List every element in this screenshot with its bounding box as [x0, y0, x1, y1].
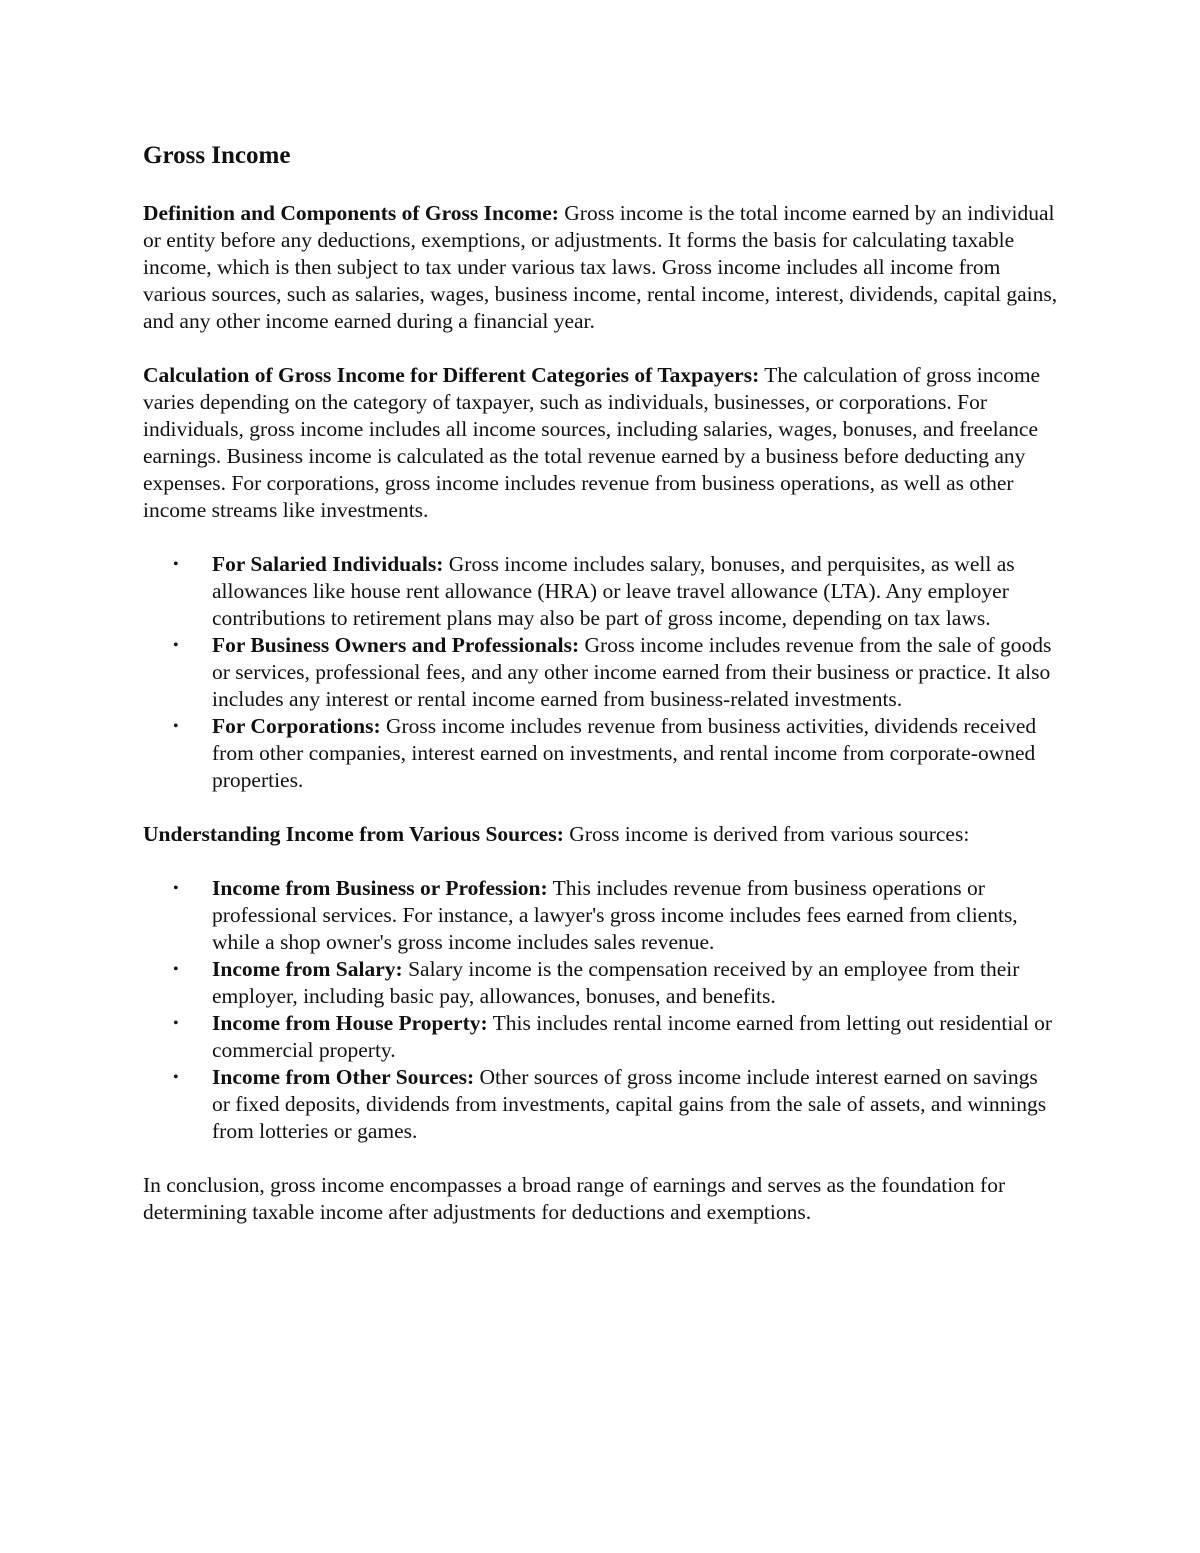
- sources-text: Gross income is derived from various sources:: [569, 822, 970, 846]
- definition-paragraph: [143, 200, 1058, 335]
- list-item-term: Income from Business or Profession:: [212, 876, 548, 900]
- list-item-corporations: [173, 713, 1058, 794]
- bullet-icon: •: [173, 1015, 179, 1032]
- list-item-salary: [173, 956, 1058, 1010]
- sources-heading: Understanding Income from Various Sources:: [143, 822, 564, 846]
- list-item-term: Income from House Property:: [212, 1011, 488, 1035]
- conclusion-paragraph: In conclusion, gross income encompasses a broad range of earnings and serves as the foundation for determining taxable income after adjustments for deductions and exemptions.: [143, 1173, 1006, 1224]
- list-item-house-property: [173, 1010, 1058, 1064]
- list-item-business-profession: [173, 875, 1058, 956]
- calculation-heading: Calculation of Gross Income for Different Categories of Taxpayers:: [143, 363, 760, 387]
- list-item-term: For Salaried Individuals:: [212, 552, 444, 576]
- bullet-icon: •: [173, 637, 179, 654]
- list-item-term: Income from Salary:: [212, 957, 403, 981]
- list-item-text: Salary income is the compensation received by an employee from their employer, including basic pay, allowances, bonuses, and benefits.: [212, 957, 1020, 1008]
- sources-paragraph: [143, 821, 1058, 848]
- list-item-text: Gross income includes revenue from the sale of goods or services, professional fees, and any other income earned from their business or practice. It also includes any interest or rental income earned from business-related investments.: [212, 633, 1052, 711]
- list-item-term: For Business Owners and Professionals:: [212, 633, 580, 657]
- income-sources-list: [143, 875, 1058, 1145]
- bullet-icon: •: [173, 880, 179, 897]
- list-item-business-owners: [173, 632, 1058, 713]
- list-item-text: Gross income includes salary, bonuses, and perquisites, as well as allowances like house rent allowance (HRA) or leave travel allowance (LTA). Any employer contributions to retirement plans may also be part of gross income, depending on tax laws.: [212, 552, 1015, 630]
- list-item-text: This includes rental income earned from letting out residential or commercial property.: [212, 1011, 1053, 1062]
- definition-heading: Definition and Components of Gross Income:: [143, 201, 559, 225]
- document-title: Gross Income: [143, 142, 291, 169]
- list-item-text: This includes revenue from business operations or professional services. For instance, a lawyer's gross income includes fees earned from clients, while a shop owner's gross income includes sales revenue.: [212, 876, 1018, 954]
- bullet-icon: •: [173, 961, 179, 978]
- calculation-paragraph: [143, 362, 1058, 524]
- list-item-text: Other sources of gross income include interest earned on savings or fixed deposits, dividends from investments, capital gains from the sale of assets, and winnings from lotteries or games.: [212, 1065, 1047, 1143]
- bullet-icon: •: [173, 1069, 179, 1086]
- list-item-term: For Corporations:: [212, 714, 381, 738]
- list-item-salaried: [173, 551, 1058, 632]
- document-page: [143, 140, 1058, 1253]
- list-item-term: Income from Other Sources:: [212, 1065, 475, 1089]
- list-item-text: Gross income includes revenue from business activities, dividends received from other companies, interest earned on investments, and rental income from corporate-owned properties.: [212, 714, 1037, 792]
- list-item-other-sources: [173, 1064, 1058, 1145]
- bullet-icon: •: [173, 556, 179, 573]
- taxpayer-categories-list: [143, 551, 1058, 794]
- bullet-icon: •: [173, 718, 179, 735]
- calculation-text: The calculation of gross income varies depending on the category of taxpayer, such as individuals, businesses, or corporations. For individuals, gross income includes all income sources, including salaries, wages, bonuses, and freelance earnings. Business income is calculated as the total revenue earned by a business before deducting any expenses. For corporations, gross income includes revenue from business operations, as well as other income streams like investments.: [143, 363, 1041, 522]
- definition-text: Gross income is the total income earned by an individual or entity before any deductions, exemptions, or adjustments. It forms the basis for calculating taxable income, which is then subject to tax under various tax laws. Gross income includes all income from various sources, such as salaries, wages, business income, rental income, interest, dividends, capital gains, and any other income earned during a financial year.: [143, 201, 1058, 333]
